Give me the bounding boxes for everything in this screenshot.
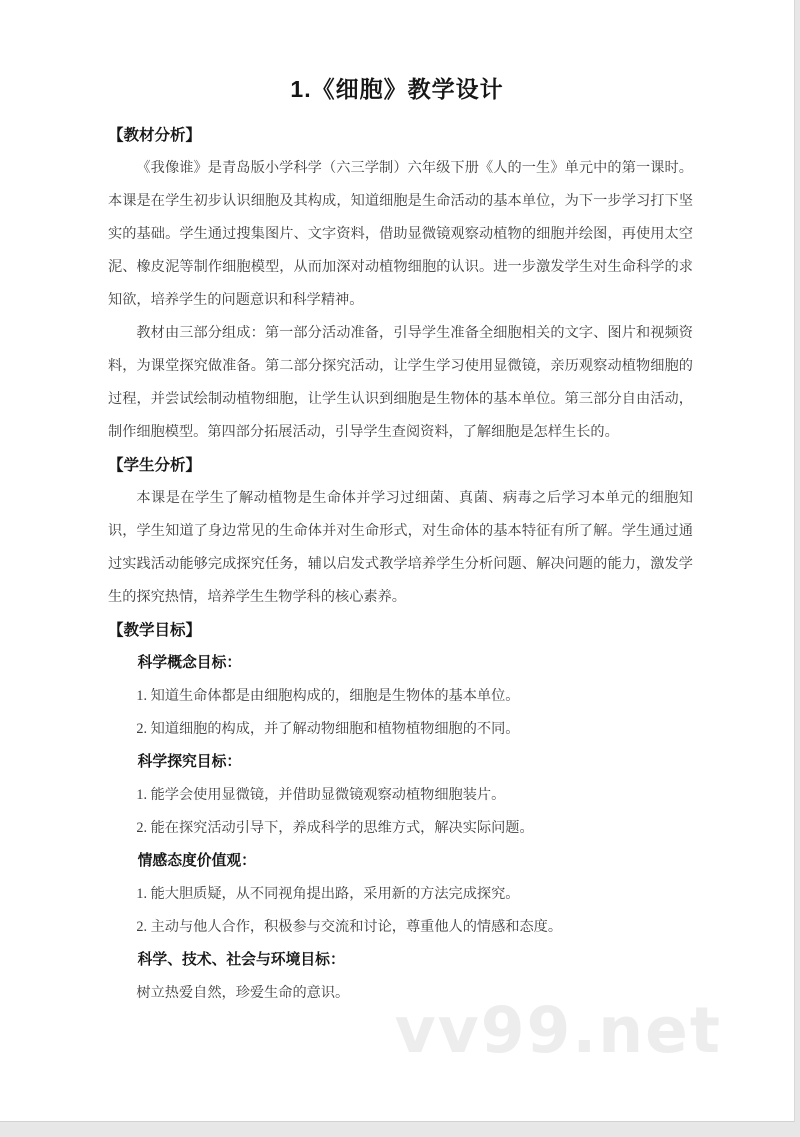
paragraph: 《我像谁》是青岛版小学科学（六三学制）六年级下册《人的一生》单元中的第一课时。本课是在学生初步认识细胞及其构成，知道细胞是生命活动的基本单位，为下一步学习打下坚实的基础。学生通过搜集图片、文字资料，借助显微镜观察动植物的细胞并绘图，再使用太空泥、橡皮泥等制作细胞模型，从而加深对动植物细胞的认识。进一步激发学生对生命科学的求知欲，培养学生的问题意识和科学精神。 — [108, 160, 693, 308]
goal-subheader: 科学、技术、社会与环境目标： — [137, 952, 345, 968]
page-title: 1.《细胞》教学设计 — [290, 76, 504, 102]
goal-item: 1. 知道生命体都是由细胞构成的，细胞是生物体的基本单位。 — [136, 688, 520, 704]
goal-item: 1. 能大胆质疑，从不同视角提出路，采用新的方法完成探究。 — [136, 886, 520, 902]
watermark-text: vv99.net — [394, 994, 722, 1067]
goal-item: 2. 主动与他人合作，积极参与交流和讨论，尊重他人的情感和态度。 — [136, 919, 563, 935]
goal-item: 2. 能在探究活动引导下，养成科学的思维方式，解决实际问题。 — [136, 820, 534, 836]
paragraph: 本课是在学生了解动植物是生命体并学习过细菌、真菌、病毒之后学习本单元的细胞知识，学生知道了身边常见的生命体并对生命形式，对生命体的基本特征有所了解。学生通过通过实践活动能够完成探究任务，辅以启发式教学培养学生分析问题、解决问题的能力，激发学生的探究热情，培养学生生物学科的核心素养。 — [108, 490, 693, 605]
section-header: 【学生分析】 — [108, 457, 202, 474]
section-header: 【教材分析】 — [108, 127, 202, 144]
goal-item: 2. 知道细胞的构成，并了解动物细胞和植物植物细胞的不同。 — [136, 721, 520, 737]
goal-subheader: 情感态度价值观： — [137, 853, 256, 869]
paragraph: 教材由三部分组成：第一部分活动准备，引导学生准备全细胞相关的文字、图片和视频资料，为课堂探究做准备。第二部分探究活动，让学生学习使用显微镜，亲历观察动植物细胞的过程，并尝试绘制动植物细胞，让学生认识到细胞是生物体的基本单位。第三部分自由活动，制作细胞模型。第四部分拓展活动，引导学生查阅资料，了解细胞是怎样生长的。 — [108, 325, 693, 440]
goal-subheader: 科学探究目标： — [137, 754, 242, 770]
goal-item: 树立热爱自然，珍爱生命的意识。 — [136, 985, 350, 1001]
document-body — [108, 119, 693, 1010]
goal-subheader: 科学概念目标： — [137, 655, 242, 671]
goal-item: 1. 能学会使用显微镜，并借助显微镜观察动植物细胞装片。 — [136, 787, 506, 803]
section-header: 【教学目标】 — [108, 622, 202, 639]
